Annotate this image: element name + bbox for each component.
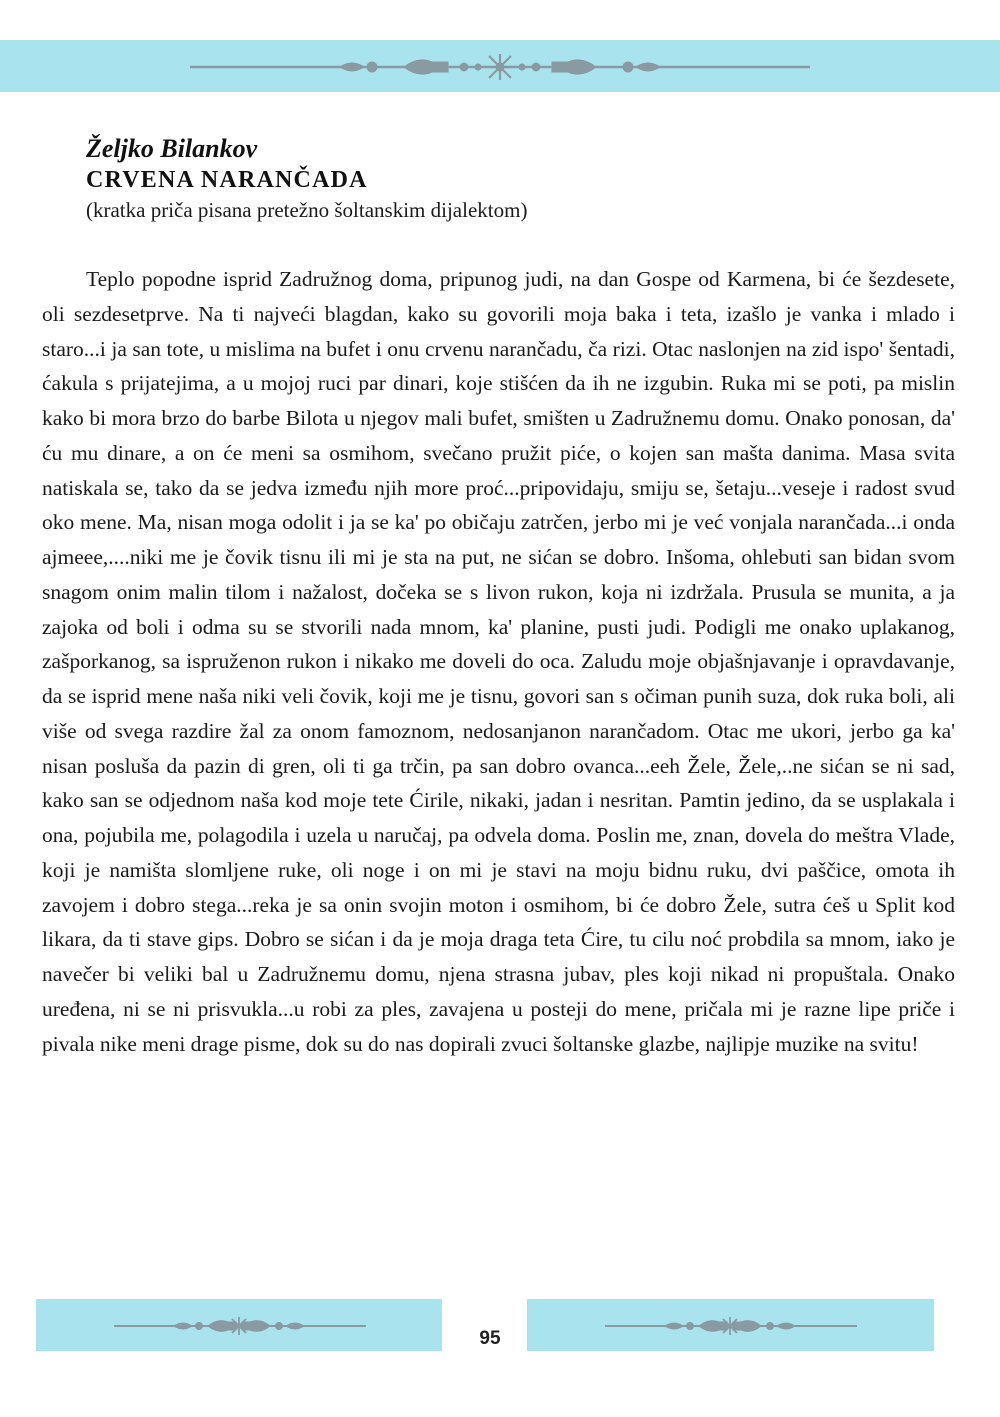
story-body-paragraph: Teplo popodne isprid Zadružnog doma, pripunog judi, na dan Gospe od Karmena, bi će šezdesete, oli sezdesetprve. Na ti najveći blagdan, kako su govorili moja baka i teta, izašlo je vanka i mlado i staro...i ja san tote, u mislima na bufet i onu crvenu narančadu, ča rizi. Otac naslonjen na zid ispo' šentadi, ćakula s prijatejima, a u mojoj ruci par dinari, koje stišćen da ih ne izgubin. Ruka mi se poti, pa mislin kako bi mora brzo do barbe Bilota u njegov mali bufet, smišten u Zadružnemu domu. Onako ponosan, da' ću mu dinare, a on će meni sa osmihom, svečano pružit piće, o kojen san mašta danima. Masa svita natiskala se, tako da se jedva između njih more proć...pripovidaju, smiju se, šetaju...veseje i radost svud oko mene. Ma, nisan moga odolit i ja se ka' po običaju zatrčen, jerbo mi je već vonjala narančada...i onda ajmeee,....niki me je čovik tisnu ili mi je sta na put, ne sićan se dobro. Inšoma, ohlebuti san bidan svom snagom onim malin tilom i nažalost, dočeka se s livon rukon, koja ni izdržala. Prusula se munita, a ja zajoka od boli i odma su se stvorili nada mnom, ka' planine, pusti judi. Podigli me onako uplakanog, zašporkanog, sa ispruženon rukon i nikako me doveli do oca. Zaludu moje objašnjavanje i opravdavanje, da se isprid mene naša niki veli čovik, koji me je tisnu, govori san s očiman punih suza, dok ruka boli, ali više od svega razdire žal za onom famoznom, nedosanjanon narančadom. Otac me ukori, jerbo ga ka' nisan posluša da pazin di gren, oli ti ga trčin, pa san dobro ovanca...eeh Žele, Žele,..ne sićan se ni sad, kako san se odjednom naša kod moje tete Ćirile, nikaki, jadan i nesritan. Pamtin jedino, da se usplakala i ona, pojubila me, polagodila i uzela u naručaj, pa odvela doma. Poslin me, znan, dovela do meštra Vlade, koji je namišta slomljene ruke, oli noge i on mi je stavi na moju bidnu ruku, dvi paščice, omota ih zavojem i dobro stega...reka je sa onin svojin moton i osmihom, bi će dobro Žele, sutra ćeš u Split kod likara, da ti stave gips. Dobro se sićan i da je moja draga teta Ćire, tu cilu noć probdila sa mnom, iako je navečer bi veliki bal u Zadružnemu domu, njena strasna jubav, ples koji nikad ni propuštala. Onako uređena, ni se ni prisvukla...u robi za ples, zavajena u posteji do mene, pričala mi je razne lipe priče i pivala nike meni drage pisme, dok su do nas dopirali zvuci šoltanske glazbe, najlipje muzike na svitu! <box>42 267 955 1056</box>
top-ornament-divider-icon <box>0 40 1000 92</box>
author-name: Željko Bilankov <box>86 134 258 163</box>
bottom-left-decorative-band <box>36 1299 442 1351</box>
bottom-right-ornament-icon <box>527 1299 934 1351</box>
page-number: 95 <box>479 1328 501 1349</box>
story-title: CRVENA NARANČADA <box>86 167 368 193</box>
top-decorative-band <box>0 40 1000 92</box>
bottom-right-decorative-band <box>527 1299 934 1351</box>
story-header <box>86 133 946 225</box>
bottom-left-ornament-icon <box>36 1299 442 1351</box>
story-subtitle: (kratka priča pisana pretežno šoltanskim dijalektom) <box>86 198 528 222</box>
